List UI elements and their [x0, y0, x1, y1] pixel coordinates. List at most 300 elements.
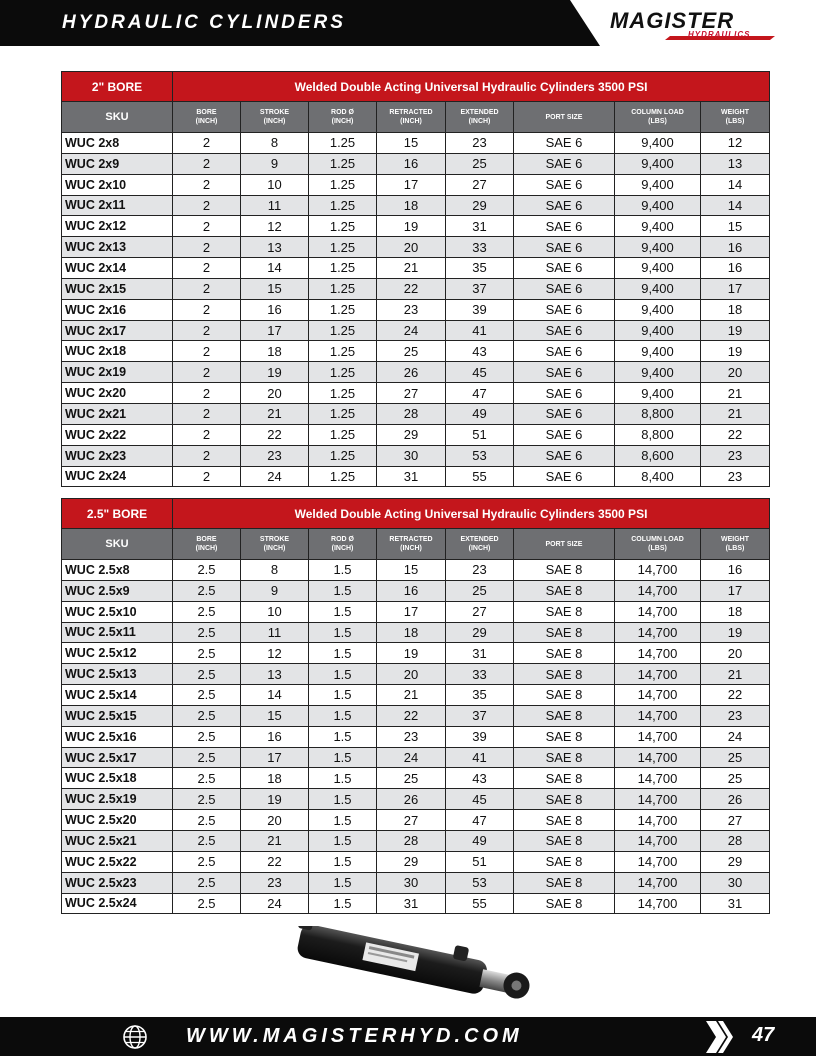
cell-extended: 43 [446, 341, 514, 362]
cell-column-load: 8,800 [615, 424, 701, 445]
cell-column-load: 14,700 [615, 726, 701, 747]
table-row [62, 580, 770, 601]
cell-retracted: 24 [377, 320, 446, 341]
cell-port-size: SAE 8 [514, 643, 615, 664]
cell-column-load: 14,700 [615, 810, 701, 831]
cell-rod: 1.5 [309, 830, 377, 851]
cell-extended: 23 [446, 133, 514, 154]
cell-stroke: 23 [241, 445, 309, 466]
cell-stroke: 13 [241, 664, 309, 685]
cell-column-load: 9,400 [615, 258, 701, 279]
page-header [0, 0, 816, 46]
cell-retracted: 19 [377, 216, 446, 237]
cell-stroke: 10 [241, 601, 309, 622]
cell-column-load: 14,700 [615, 789, 701, 810]
cell-bore: 2.5 [173, 560, 241, 581]
cell-sku: WUC 2.5x18 [62, 768, 173, 789]
cell-rod: 1.25 [309, 341, 377, 362]
cell-sku: WUC 2x11 [62, 195, 173, 216]
cell-extended: 45 [446, 789, 514, 810]
cell-weight: 29 [701, 851, 770, 872]
cell-port-size: SAE 8 [514, 622, 615, 643]
cell-stroke: 15 [241, 278, 309, 299]
cell-bore: 2 [173, 174, 241, 195]
cell-bore: 2.5 [173, 643, 241, 664]
cell-port-size: SAE 6 [514, 153, 615, 174]
cell-weight: 16 [701, 237, 770, 258]
cell-sku: WUC 2x19 [62, 362, 173, 383]
cell-port-size: SAE 6 [514, 445, 615, 466]
cell-column-load: 9,400 [615, 153, 701, 174]
cell-rod: 1.5 [309, 560, 377, 581]
cell-port-size: SAE 8 [514, 830, 615, 851]
cell-bore: 2.5 [173, 810, 241, 831]
table-row [62, 789, 770, 810]
cell-retracted: 26 [377, 789, 446, 810]
cell-rod: 1.5 [309, 893, 377, 914]
table-row [62, 362, 770, 383]
cell-column-load: 9,400 [615, 278, 701, 299]
cell-retracted: 22 [377, 278, 446, 299]
cell-rod: 1.25 [309, 362, 377, 383]
cell-sku: WUC 2x16 [62, 299, 173, 320]
page-footer [0, 1017, 816, 1056]
cell-port-size: SAE 8 [514, 810, 615, 831]
cell-port-size: SAE 8 [514, 789, 615, 810]
table-row [62, 705, 770, 726]
cell-extended: 37 [446, 278, 514, 299]
cell-column-load: 9,400 [615, 362, 701, 383]
cell-rod: 1.5 [309, 810, 377, 831]
cell-rod: 1.5 [309, 872, 377, 893]
table-row [62, 195, 770, 216]
cell-stroke: 9 [241, 580, 309, 601]
cell-retracted: 24 [377, 747, 446, 768]
cell-port-size: SAE 6 [514, 237, 615, 258]
cell-sku: WUC 2.5x20 [62, 810, 173, 831]
table-row [62, 726, 770, 747]
cell-sku: WUC 2.5x11 [62, 622, 173, 643]
cell-port-size: SAE 6 [514, 424, 615, 445]
cell-retracted: 18 [377, 622, 446, 643]
cell-stroke: 23 [241, 872, 309, 893]
cell-retracted: 16 [377, 153, 446, 174]
table-row [62, 872, 770, 893]
cell-column-load: 14,700 [615, 747, 701, 768]
cell-weight: 26 [701, 789, 770, 810]
cell-rod: 1.5 [309, 580, 377, 601]
cell-stroke: 10 [241, 174, 309, 195]
cell-extended: 53 [446, 872, 514, 893]
table-row [62, 768, 770, 789]
cell-stroke: 16 [241, 299, 309, 320]
table-row [62, 278, 770, 299]
cell-stroke: 20 [241, 810, 309, 831]
section-title: HYDRAULIC CYLINDERS [62, 12, 346, 33]
cell-weight: 17 [701, 278, 770, 299]
cell-weight: 23 [701, 466, 770, 487]
cell-rod: 1.5 [309, 768, 377, 789]
cell-column-load: 9,400 [615, 320, 701, 341]
cell-column-load: 9,400 [615, 383, 701, 404]
cell-column-load: 14,700 [615, 872, 701, 893]
cell-sku: WUC 2x21 [62, 403, 173, 424]
table-row [62, 133, 770, 154]
cell-retracted: 25 [377, 768, 446, 789]
cell-port-size: SAE 8 [514, 851, 615, 872]
cell-stroke: 17 [241, 747, 309, 768]
cell-rod: 1.5 [309, 851, 377, 872]
cell-sku: WUC 2.5x23 [62, 872, 173, 893]
cell-column-load: 8,800 [615, 403, 701, 424]
cell-bore: 2 [173, 424, 241, 445]
col-header-port-size: PORT SIZE [514, 102, 615, 133]
cell-extended: 49 [446, 830, 514, 851]
cell-rod: 1.5 [309, 664, 377, 685]
cell-retracted: 26 [377, 362, 446, 383]
cell-stroke: 19 [241, 362, 309, 383]
cell-port-size: SAE 8 [514, 601, 615, 622]
cell-weight: 31 [701, 893, 770, 914]
cell-extended: 25 [446, 153, 514, 174]
chevron-right-icon [704, 1019, 734, 1055]
cell-extended: 31 [446, 216, 514, 237]
cell-stroke: 22 [241, 424, 309, 445]
cell-stroke: 15 [241, 705, 309, 726]
cell-extended: 33 [446, 664, 514, 685]
cell-extended: 27 [446, 601, 514, 622]
cell-stroke: 12 [241, 643, 309, 664]
cell-stroke: 18 [241, 768, 309, 789]
cell-weight: 16 [701, 560, 770, 581]
cell-retracted: 17 [377, 601, 446, 622]
table-row [62, 664, 770, 685]
cell-column-load: 14,700 [615, 830, 701, 851]
cell-column-load: 14,700 [615, 851, 701, 872]
cell-rod: 1.5 [309, 789, 377, 810]
cell-port-size: SAE 6 [514, 133, 615, 154]
cell-retracted: 15 [377, 133, 446, 154]
cell-weight: 14 [701, 174, 770, 195]
cell-bore: 2.5 [173, 664, 241, 685]
cell-extended: 35 [446, 685, 514, 706]
cell-stroke: 17 [241, 320, 309, 341]
cell-weight: 19 [701, 341, 770, 362]
cell-weight: 22 [701, 424, 770, 445]
cell-extended: 25 [446, 580, 514, 601]
cell-weight: 19 [701, 622, 770, 643]
cell-bore: 2.5 [173, 789, 241, 810]
cell-sku: WUC 2x23 [62, 445, 173, 466]
col-header-sku: SKU [62, 102, 173, 133]
cell-port-size: SAE 6 [514, 403, 615, 424]
cell-sku: WUC 2x20 [62, 383, 173, 404]
cell-sku: WUC 2.5x19 [62, 789, 173, 810]
table-row [62, 685, 770, 706]
cell-retracted: 28 [377, 830, 446, 851]
cell-bore: 2 [173, 383, 241, 404]
cell-rod: 1.5 [309, 747, 377, 768]
cell-bore: 2.5 [173, 747, 241, 768]
col-header-bore: BORE (INCH) [173, 529, 241, 560]
cell-weight: 21 [701, 664, 770, 685]
cell-weight: 21 [701, 383, 770, 404]
cell-retracted: 20 [377, 664, 446, 685]
cell-sku: WUC 2.5x15 [62, 705, 173, 726]
col-header-weight: WEIGHT (LBS) [701, 529, 770, 560]
cell-stroke: 16 [241, 726, 309, 747]
cell-bore: 2 [173, 216, 241, 237]
cell-stroke: 12 [241, 216, 309, 237]
cell-extended: 53 [446, 445, 514, 466]
cell-retracted: 28 [377, 403, 446, 424]
spec-table-2in [61, 71, 770, 487]
col-header-stroke: STROKE (INCH) [241, 529, 309, 560]
cell-retracted: 30 [377, 445, 446, 466]
cell-retracted: 27 [377, 810, 446, 831]
bore-label: 2" BORE [62, 72, 173, 102]
cell-port-size: SAE 8 [514, 664, 615, 685]
cylinder-image [282, 926, 538, 1008]
cell-column-load: 14,700 [615, 622, 701, 643]
cell-sku: WUC 2.5x24 [62, 893, 173, 914]
cell-retracted: 27 [377, 383, 446, 404]
cell-column-load: 14,700 [615, 685, 701, 706]
table-row [62, 893, 770, 914]
cell-bore: 2.5 [173, 580, 241, 601]
cell-rod: 1.25 [309, 174, 377, 195]
cell-rod: 1.5 [309, 601, 377, 622]
cell-weight: 18 [701, 601, 770, 622]
cell-extended: 43 [446, 768, 514, 789]
cell-extended: 37 [446, 705, 514, 726]
cell-sku: WUC 2x14 [62, 258, 173, 279]
cell-column-load: 14,700 [615, 705, 701, 726]
col-header-rod: ROD Ø (INCH) [309, 529, 377, 560]
cell-rod: 1.25 [309, 445, 377, 466]
cell-retracted: 29 [377, 851, 446, 872]
cell-retracted: 30 [377, 872, 446, 893]
cell-stroke: 11 [241, 195, 309, 216]
cell-stroke: 18 [241, 341, 309, 362]
cell-rod: 1.25 [309, 278, 377, 299]
cell-rod: 1.25 [309, 424, 377, 445]
cell-column-load: 8,400 [615, 466, 701, 487]
table-row [62, 560, 770, 581]
cell-weight: 28 [701, 830, 770, 851]
cell-extended: 27 [446, 174, 514, 195]
cell-weight: 22 [701, 685, 770, 706]
page-number: 47 [752, 1024, 775, 1046]
cell-rod: 1.25 [309, 237, 377, 258]
cell-retracted: 17 [377, 174, 446, 195]
table-row [62, 299, 770, 320]
cell-column-load: 14,700 [615, 580, 701, 601]
cell-bore: 2 [173, 278, 241, 299]
col-header-stroke: STROKE (INCH) [241, 102, 309, 133]
cell-rod: 1.25 [309, 133, 377, 154]
cell-column-load: 9,400 [615, 195, 701, 216]
cell-column-load: 8,600 [615, 445, 701, 466]
cell-weight: 30 [701, 872, 770, 893]
cell-sku: WUC 2x18 [62, 341, 173, 362]
cell-rod: 1.25 [309, 403, 377, 424]
col-header-column-load: COLUMN LOAD (LBS) [615, 102, 701, 133]
cell-sku: WUC 2.5x9 [62, 580, 173, 601]
col-header-retracted: RETRACTED (INCH) [377, 102, 446, 133]
cell-extended: 55 [446, 466, 514, 487]
cell-retracted: 31 [377, 893, 446, 914]
cell-bore: 2 [173, 403, 241, 424]
cell-bore: 2 [173, 362, 241, 383]
cell-retracted: 23 [377, 299, 446, 320]
cell-extended: 29 [446, 622, 514, 643]
cell-port-size: SAE 8 [514, 768, 615, 789]
cell-column-load: 9,400 [615, 341, 701, 362]
cell-weight: 19 [701, 320, 770, 341]
table-row [62, 341, 770, 362]
col-header-bore: BORE (INCH) [173, 102, 241, 133]
cell-sku: WUC 2x10 [62, 174, 173, 195]
cell-port-size: SAE 6 [514, 299, 615, 320]
cell-rod: 1.25 [309, 320, 377, 341]
cell-retracted: 21 [377, 258, 446, 279]
cell-port-size: SAE 8 [514, 747, 615, 768]
cell-extended: 41 [446, 320, 514, 341]
globe-icon [122, 1024, 148, 1050]
cell-weight: 18 [701, 299, 770, 320]
spec-table-2-5in [61, 498, 770, 914]
col-header-rod: ROD Ø (INCH) [309, 102, 377, 133]
table-row [62, 383, 770, 404]
cell-weight: 21 [701, 403, 770, 424]
cell-extended: 31 [446, 643, 514, 664]
cell-retracted: 21 [377, 685, 446, 706]
logo-sub-text: HYDRAULICS [688, 30, 751, 39]
cell-extended: 49 [446, 403, 514, 424]
cell-stroke: 19 [241, 789, 309, 810]
cell-port-size: SAE 8 [514, 705, 615, 726]
cell-extended: 45 [446, 362, 514, 383]
cell-stroke: 24 [241, 893, 309, 914]
cell-retracted: 25 [377, 341, 446, 362]
cell-bore: 2.5 [173, 685, 241, 706]
cell-stroke: 14 [241, 258, 309, 279]
cell-extended: 29 [446, 195, 514, 216]
cell-port-size: SAE 6 [514, 216, 615, 237]
cell-port-size: SAE 8 [514, 560, 615, 581]
cell-rod: 1.25 [309, 216, 377, 237]
cell-retracted: 20 [377, 237, 446, 258]
table-row [62, 830, 770, 851]
cell-retracted: 29 [377, 424, 446, 445]
cell-column-load: 9,400 [615, 174, 701, 195]
table-row [62, 622, 770, 643]
cell-stroke: 21 [241, 403, 309, 424]
cell-retracted: 22 [377, 705, 446, 726]
cell-sku: WUC 2.5x14 [62, 685, 173, 706]
cell-bore: 2.5 [173, 872, 241, 893]
col-header-column-load: COLUMN LOAD (LBS) [615, 529, 701, 560]
cell-sku: WUC 2.5x22 [62, 851, 173, 872]
cell-retracted: 23 [377, 726, 446, 747]
cell-bore: 2.5 [173, 622, 241, 643]
cell-column-load: 14,700 [615, 601, 701, 622]
cell-sku: WUC 2x15 [62, 278, 173, 299]
cell-column-load: 14,700 [615, 643, 701, 664]
cell-port-size: SAE 8 [514, 893, 615, 914]
cell-bore: 2 [173, 153, 241, 174]
cell-sku: WUC 2x22 [62, 424, 173, 445]
cell-weight: 25 [701, 768, 770, 789]
cell-weight: 25 [701, 747, 770, 768]
cell-sku: WUC 2.5x10 [62, 601, 173, 622]
cell-stroke: 9 [241, 153, 309, 174]
cell-bore: 2 [173, 299, 241, 320]
cell-weight: 27 [701, 810, 770, 831]
cell-column-load: 9,400 [615, 299, 701, 320]
cell-bore: 2.5 [173, 705, 241, 726]
cell-bore: 2.5 [173, 768, 241, 789]
table-title: Welded Double Acting Universal Hydraulic Cylinders 3500 PSI [173, 499, 770, 529]
cell-bore: 2 [173, 341, 241, 362]
cell-port-size: SAE 6 [514, 258, 615, 279]
cell-port-size: SAE 6 [514, 466, 615, 487]
cell-extended: 23 [446, 560, 514, 581]
cell-port-size: SAE 6 [514, 278, 615, 299]
cell-port-size: SAE 6 [514, 341, 615, 362]
cell-port-size: SAE 8 [514, 872, 615, 893]
cell-extended: 35 [446, 258, 514, 279]
cell-weight: 23 [701, 445, 770, 466]
table-row [62, 153, 770, 174]
cell-extended: 39 [446, 299, 514, 320]
cell-weight: 20 [701, 362, 770, 383]
cell-column-load: 14,700 [615, 893, 701, 914]
col-header-retracted: RETRACTED (INCH) [377, 529, 446, 560]
cell-sku: WUC 2x12 [62, 216, 173, 237]
cell-weight: 16 [701, 258, 770, 279]
cell-bore: 2 [173, 320, 241, 341]
cell-bore: 2.5 [173, 893, 241, 914]
cell-stroke: 14 [241, 685, 309, 706]
cell-stroke: 8 [241, 133, 309, 154]
cell-bore: 2.5 [173, 726, 241, 747]
col-header-extended: EXTENDED (INCH) [446, 529, 514, 560]
cell-rod: 1.5 [309, 685, 377, 706]
cell-bore: 2.5 [173, 601, 241, 622]
cell-weight: 14 [701, 195, 770, 216]
website-link[interactable]: WWW.MAGISTERHYD.COM [186, 1025, 523, 1047]
table-row [62, 747, 770, 768]
table-row [62, 320, 770, 341]
cell-port-size: SAE 8 [514, 685, 615, 706]
table-row [62, 643, 770, 664]
cell-weight: 15 [701, 216, 770, 237]
cell-bore: 2.5 [173, 830, 241, 851]
cell-column-load: 9,400 [615, 133, 701, 154]
cell-port-size: SAE 6 [514, 195, 615, 216]
col-header-extended: EXTENDED (INCH) [446, 102, 514, 133]
cell-stroke: 22 [241, 851, 309, 872]
col-header-weight: WEIGHT (LBS) [701, 102, 770, 133]
cell-rod: 1.5 [309, 622, 377, 643]
cell-weight: 13 [701, 153, 770, 174]
brand-logo [610, 10, 780, 40]
cell-extended: 39 [446, 726, 514, 747]
cell-extended: 47 [446, 383, 514, 404]
cell-sku: WUC 2x8 [62, 133, 173, 154]
